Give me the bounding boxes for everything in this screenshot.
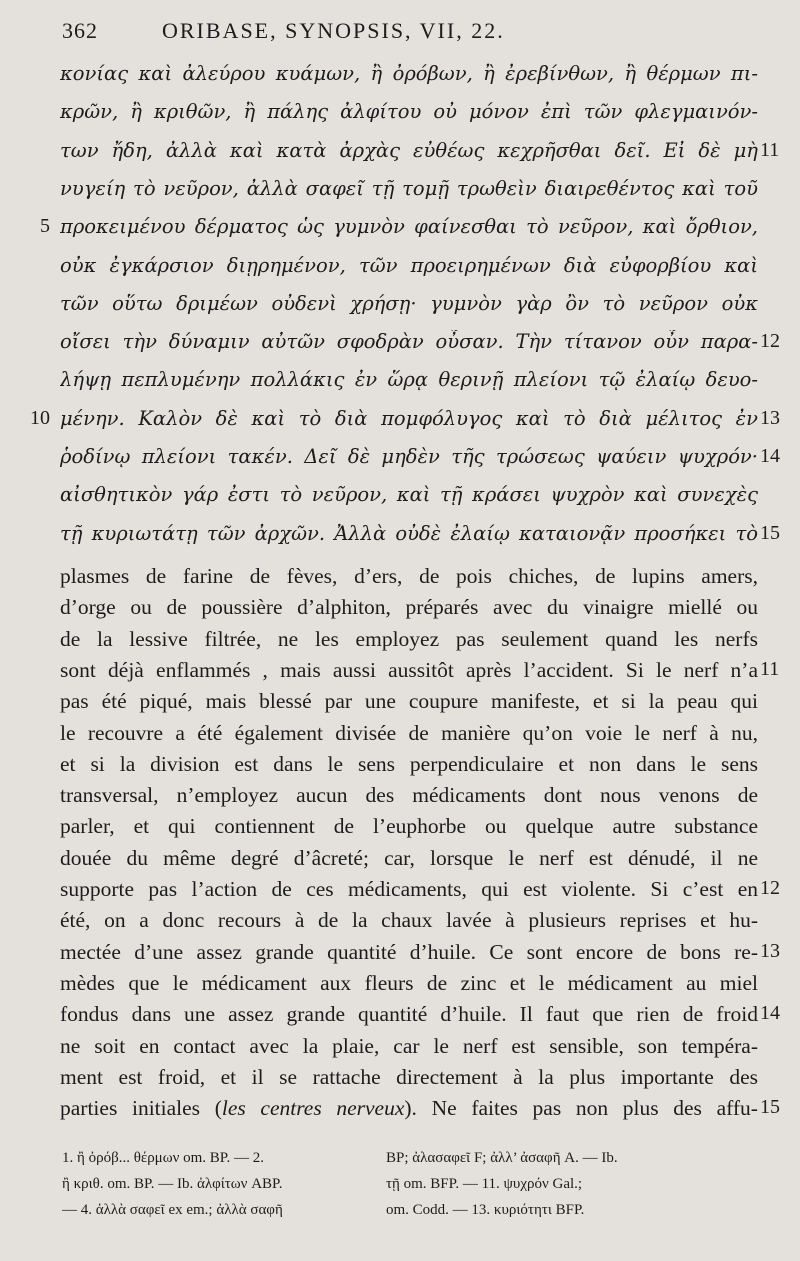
greek-line-text: προκειμένου δέρματος ὡς γυμνὸν φαίνεσθαι τὸ νεῦρον, καὶ ὄρθιον, [60,215,758,239]
french-line-text: douée du même degré d’âcreté; car, lorsque le nerf est dénudé, il ne [60,845,758,870]
greek-line [0,445,800,483]
section-number: 15 [760,521,780,544]
greek-line-text: λήψῃ πεπλυμένην πολλάκις ἐν ὥρᾳ θερινῇ πλείονι τῷ ἐλαίῳ δευο- [60,368,758,392]
page-header [62,18,622,44]
note-left-column: — 4. ἀλλὰ σαφεῖ ex em.; ἀλλὰ σαφῆ [62,1202,283,1218]
greek-line-text: οὐκ ἐγκάρσιον διῃρημένον, τῶν προειρημένων διὰ εὐφορβίου καὶ [60,253,758,277]
greek-line [0,139,800,177]
french-line-text: été, on a donc recours à de la chaux lavée à plusieurs reprises et hu- [60,908,758,933]
page-number: 362 [62,18,98,43]
running-title: ORIBASE, SYNOPSIS, VII, 22. [162,18,505,43]
french-line-text: transversal, n’employez aucun des médicaments dont nous venons de [60,783,758,808]
greek-line-text: ῥοδίνῳ πλείονι τακέν. Δεῖ δὲ μηδὲν τῆς τρώσεως ψαύειν ψυχρόν· [60,445,758,468]
french-line-text: plasmes de farine de fèves, d’ers, de pois chiches, de lupins amers, [60,564,758,588]
greek-line [0,177,800,215]
greek-line [0,254,800,292]
critical-apparatus-notes [62,1150,702,1228]
french-line-text: d’orge ou de poussière d’alphiton, préparés avec du vinaigre miellé ou [60,595,758,620]
greek-line-text: κονίας καὶ ἀλεύρου κυάμων, ἢ ὀρόβων, ἢ ἐρεβίνθων, ἢ θέρμων πι- [60,62,758,85]
section-number: 15 [760,1096,780,1119]
french-line-text: pas été piqué, mais blessé par une coupure manifeste, et si la peau qui [60,689,758,714]
note-right-column: BP; ἀλασαφεῖ F; ἀλλ’ ἀσαφῆ A. — Ib. [386,1150,618,1166]
greek-line [0,62,800,100]
french-line-text: sont déjà enflammés , mais aussi aussitôt après l’accident. Si le nerf n’a [60,657,758,682]
greek-line-text: οἴσει τὴν δύναμιν αὐτῶν σφοδρὰν οὖσαν. Τὴν τίτανον οὖν παρα- [60,330,758,354]
section-number: 11 [760,657,780,680]
greek-line-text: τῇ κυριωτάτῃ τῶν ἀρχῶν. Ἀλλὰ οὐδὲ ἐλαίῳ καταιονᾷν προσήκει τὸ [60,521,758,545]
greek-line-text: νυγείη τὸ νεῦρον, ἀλλὰ σαφεῖ τῇ τομῇ τρωθεὶν διαιρεθέντος καὶ τοῦ [60,176,758,200]
note-left-column: 1. ἢ ὀρόβ... θέρμων om. BP. — 2. [62,1150,264,1166]
section-number: 12 [760,330,780,353]
note-right-column: om. Codd. — 13. κυριότητι BFP. [386,1202,585,1218]
greek-line-text: αἰσθητικὸν γάρ ἐστι τὸ νεῦρον, καὶ τῇ κράσει ψυχρὸν καὶ συνεχὲς [60,483,758,507]
greek-line-text: μένην. Καλὸν δὲ καὶ τὸ διὰ πομφόλυγος καὶ τὸ διὰ μέλιτος ἐν [60,406,758,430]
french-line-text: fondus dans une assez grande quantité d’huile. Il faut que rien de froid [60,1002,758,1027]
note-row [62,1176,702,1202]
section-number: 11 [760,138,780,161]
line-number: 5 [40,215,50,238]
note-row [62,1202,702,1228]
greek-line [0,292,800,330]
section-number: 14 [760,445,780,467]
french-line-text: ne soit en contact avec la plaie, car le nerf est sensible, son tempéra- [60,1033,758,1058]
french-line-text: supporte pas l’action de ces médicaments, qui est violente. Si c’est en [60,877,758,901]
section-number: 12 [760,877,780,899]
greek-line [0,368,800,406]
greek-line-text: κρῶν, ἢ κριθῶν, ἢ πάλης ἀλφίτου οὐ μόνον ἐπὶ τῶν φλεγμαινόν- [60,100,758,124]
note-left-column: ἢ κριθ. om. BP. — Ib. ἀλφίτων ABP. [62,1176,283,1192]
greek-line [0,407,800,445]
greek-line-text: τῶν οὕτω δριμέων οὐδενὶ χρήσῃ· γυμνὸν γὰρ ὂν τὸ νεῦρον οὐκ [60,291,758,315]
french-line-text: de la lessive filtrée, ne les employez pas seulement quand les nerfs [60,626,758,651]
french-line-text: parties initiales (les centres nerveux). Ne faites pas non plus des affu- [60,1096,758,1121]
greek-line [0,215,800,253]
greek-line [0,522,800,560]
greek-line [0,330,800,368]
french-line-text: mèdes que le médicament aux fleurs de zinc et le médicament au miel [60,970,758,995]
greek-line [0,483,800,521]
french-line-text: et si la division est dans le sens perpendiculaire et non dans le sens [60,751,758,776]
french-line-text: ment est froid, et il se rattache directement à la plus importante des [60,1064,758,1089]
french-line [0,1096,800,1134]
note-row [62,1150,702,1176]
french-line-text: le recouvre a été également divisée de manière qu’on voie le nerf à nu, [60,720,758,745]
greek-line [0,100,800,138]
greek-line-text: των ἤδη, ἀλλὰ καὶ κατὰ ἀρχὰς εὐθέως κεχρῆσθαι δεῖ. Εἰ δὲ μὴ [60,138,758,162]
line-number: 10 [30,406,50,429]
french-line-text: mectée d’une assez grande quantité d’huile. Ce sont encore de bons re- [60,939,758,964]
section-number: 13 [760,406,780,429]
note-right-column: τῇ om. BFP. — 11. ψυχρόν Gal.; [386,1176,583,1192]
section-number: 14 [760,1002,780,1025]
section-number: 13 [760,939,780,962]
french-line-text: parler, et qui contiennent de l’euphorbe ou quelque autre substance [60,814,758,839]
